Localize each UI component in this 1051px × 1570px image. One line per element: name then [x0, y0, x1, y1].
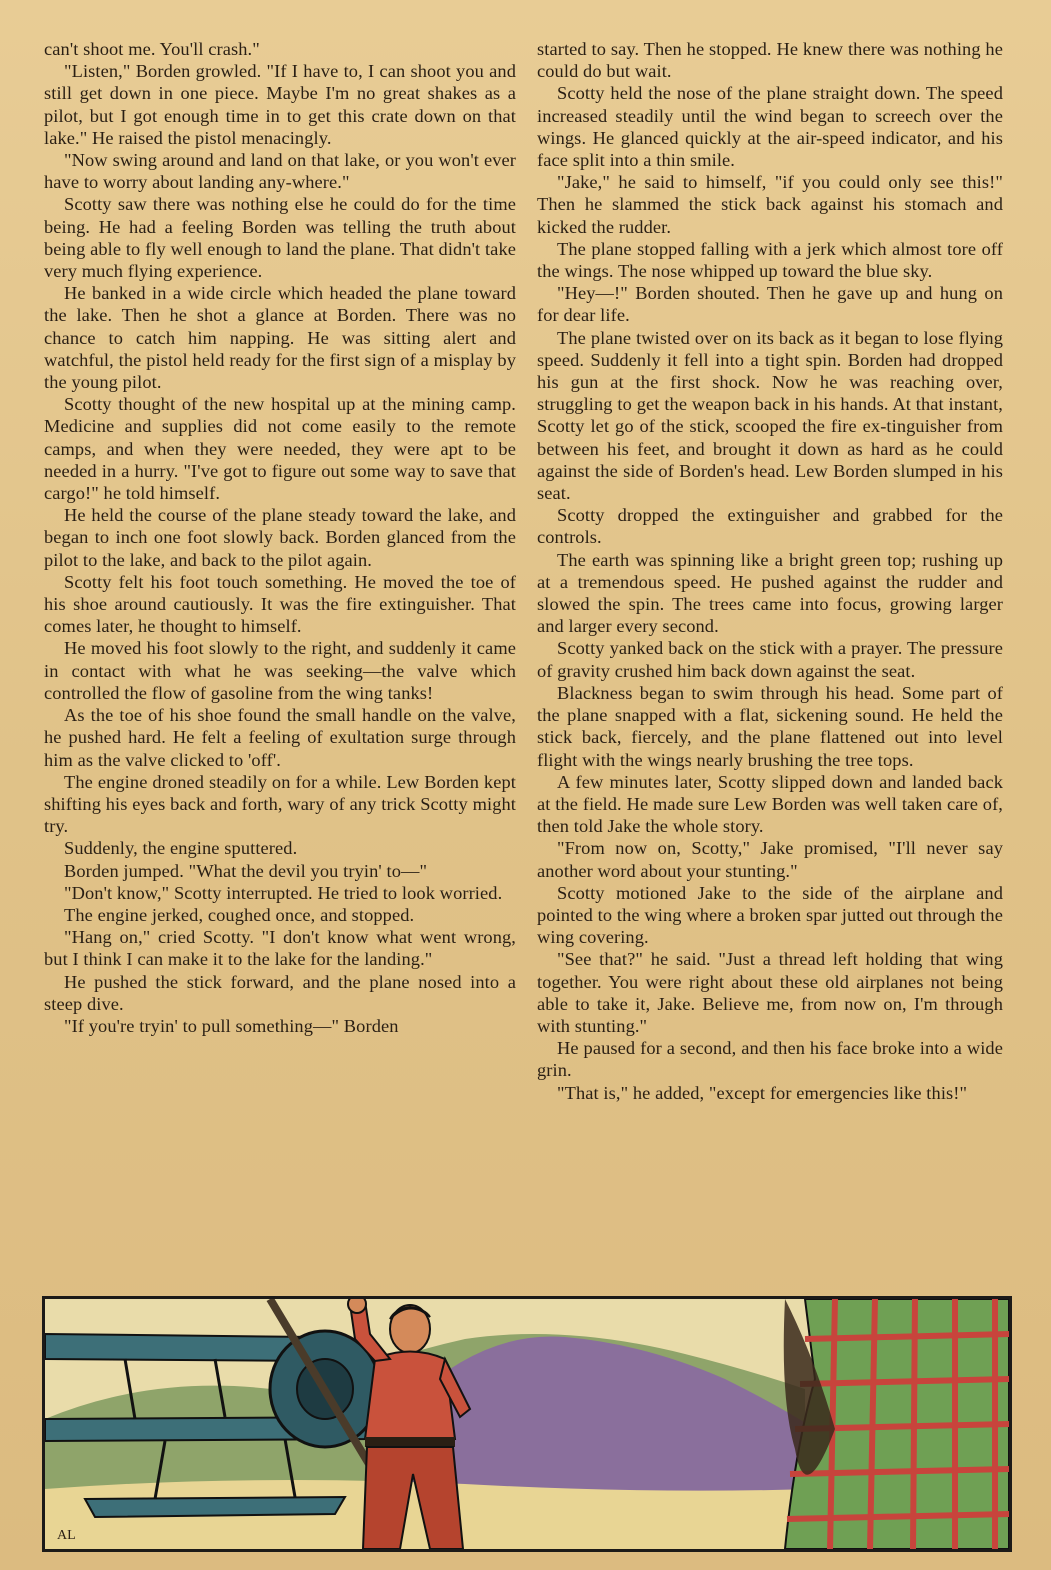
paragraph: "Listen," Borden growled. "If I have to, I can shoot you and still get down in one piece. Maybe I'm no great shakes as a pilot, but I got enough time in to get this crate down on that lake." He raised the pistol menacingly.	[44, 61, 516, 148]
paragraph: He paused for a second, and then his face broke into a wide grin.	[537, 1038, 1003, 1081]
paragraph: Scotty dropped the extinguisher and grabbed for the controls.	[537, 505, 1003, 548]
paragraph: He banked in a wide circle which headed the plane toward the lake. Then he shot a glance at Borden. There was no chance to catch him napping. He was sitting alert and watchful, the pistol held ready for the first sign of a misplay by the young pilot.	[44, 283, 516, 393]
paragraph: Borden jumped. "What the devil you tryin' to—"	[64, 860, 428, 881]
paragraph: Scotty yanked back on the stick with a prayer. The pressure of gravity crushed him back down against the seat.	[537, 638, 1003, 681]
paragraph: Scotty saw there was nothing else he could do for the time being. He had a feeling Borden was telling the truth about being able to fly well enough to land the plane. That didn't take very much flying experience.	[44, 194, 516, 282]
pilot-and-plane-illustration	[45, 1299, 1009, 1549]
artist-signature: AL	[57, 1528, 76, 1543]
plane-float	[85, 1497, 345, 1517]
paragraph: "Hang on," cried Scotty. "I don't know what went wrong, but I think I can make it to the lake for the landing."	[44, 927, 516, 970]
paragraph: "Hey—!" Borden shouted. Then he gave up and hung on for dear life.	[537, 283, 1003, 326]
paragraph: Scotty felt his foot touch something. He moved the toe of his shoe around cautiously. It was the fire extinguisher. That comes later, he thought to himself.	[44, 571, 516, 637]
paragraph: He held the course of the plane steady toward the lake, and began to inch one foot slowly back. Borden glanced from the pilot to the lake, and back to the pilot again.	[44, 505, 516, 570]
paragraph: Scotty held the nose of the plane straight down. The speed increased steadily until the wind began to screech over the wings. He glanced quickly at the air-speed indicator, and his face split into a thin smile.	[537, 83, 1003, 171]
paragraph: As the toe of his shoe found the small handle on the valve, he pushed hard. He felt a feeling of exultation surge through him as the valve clicked to 'off'.	[44, 705, 516, 770]
paragraph: "See that?" he said. "Just a thread left holding that wing together. You were right about these old airplanes not being able to take it, Jake. Believe me, from now on, I'm through with stunting."	[537, 949, 1003, 1036]
paragraph: The engine droned steadily on for a while. Lew Borden kept shifting his eyes back and forth, wary of any trick Scotty might try.	[44, 771, 516, 837]
paragraph: Blackness began to swim through his head. Some part of the plane snapped with a flat, sickening sound. He held the stick back, fiercely, and the plane flattened out into level flight with the wings nearly brushing the tree tops.	[537, 682, 1003, 770]
paragraph: "Don't know," Scotty interrupted. He tried to look worried.	[64, 882, 503, 903]
paragraph: The engine jerked, coughed once, and stopped.	[64, 904, 415, 925]
right-text-column	[537, 38, 1003, 1104]
paragraph: The earth was spinning like a bright green top; rushing up at a tremendous speed. He pushed against the rudder and slowed the spin. The trees came into focus, growing larger and larger every second.	[537, 549, 1003, 637]
paragraph: The plane stopped falling with a jerk which almost tore off the wings. The nose whipped up toward the blue sky.	[537, 238, 1003, 282]
paragraph: "From now on, Scotty," Jake promised, "I'll never say another word about your stunting."	[537, 838, 1003, 881]
left-text-column	[44, 38, 516, 1037]
paragraph: started to say. Then he stopped. He knew there was nothing he could do but wait.	[537, 39, 1003, 82]
paragraph: "That is," he added, "except for emergencies like this!"	[557, 1082, 968, 1103]
paragraph: He moved his foot slowly to the right, and suddenly it came in contact with what he was seeking—the valve which controlled the flow of gasoline from the wing tanks!	[44, 638, 516, 703]
illustration-panel	[42, 1296, 1012, 1552]
paragraph: A few minutes later, Scotty slipped down and landed back at the field. He made sure Lew Borden was well taken care of, then told Jake the whole story.	[537, 771, 1003, 837]
paragraph: "If you're tryin' to pull something—" Borden	[64, 1015, 399, 1036]
paragraph: Suddenly, the engine sputtered.	[64, 838, 298, 859]
paragraph: He pushed the stick forward, and the plane nosed into a steep dive.	[44, 971, 516, 1014]
paragraph: Scotty thought of the new hospital up at the mining camp. Medicine and supplies did not come easily to the remote camps, and when they were needed, they were apt to be needed in a hurry. "I've got to figure out some way to save that cargo!" he told himself.	[44, 394, 516, 504]
paragraph: can't shoot me. You'll crash."	[44, 39, 260, 59]
plaid-blanket	[784, 1299, 1009, 1549]
paragraph: The plane twisted over on its back as it began to lose flying speed. Suddenly it fell into a tight spin. Borden had dropped his gun at the first shock. Now he was reaching over, struggling to get the weapon back in his hands. At that instant, Scotty let go of the stick, scooped the fire ex-tinguisher from between his feet, and brought it down as hard as he could against the side of Borden's head. Lew Borden slumped in his seat.	[537, 327, 1003, 504]
paragraph: "Now swing around and land on that lake, or you won't ever have to worry about landing any-where."	[44, 150, 516, 193]
paragraph: Scotty motioned Jake to the side of the airplane and pointed to the wing where a broken spar jutted out through the wing covering.	[537, 882, 1003, 948]
paragraph: "Jake," he said to himself, "if you could only see this!" Then he slammed the stick back against his stomach and kicked the rudder.	[537, 172, 1003, 237]
